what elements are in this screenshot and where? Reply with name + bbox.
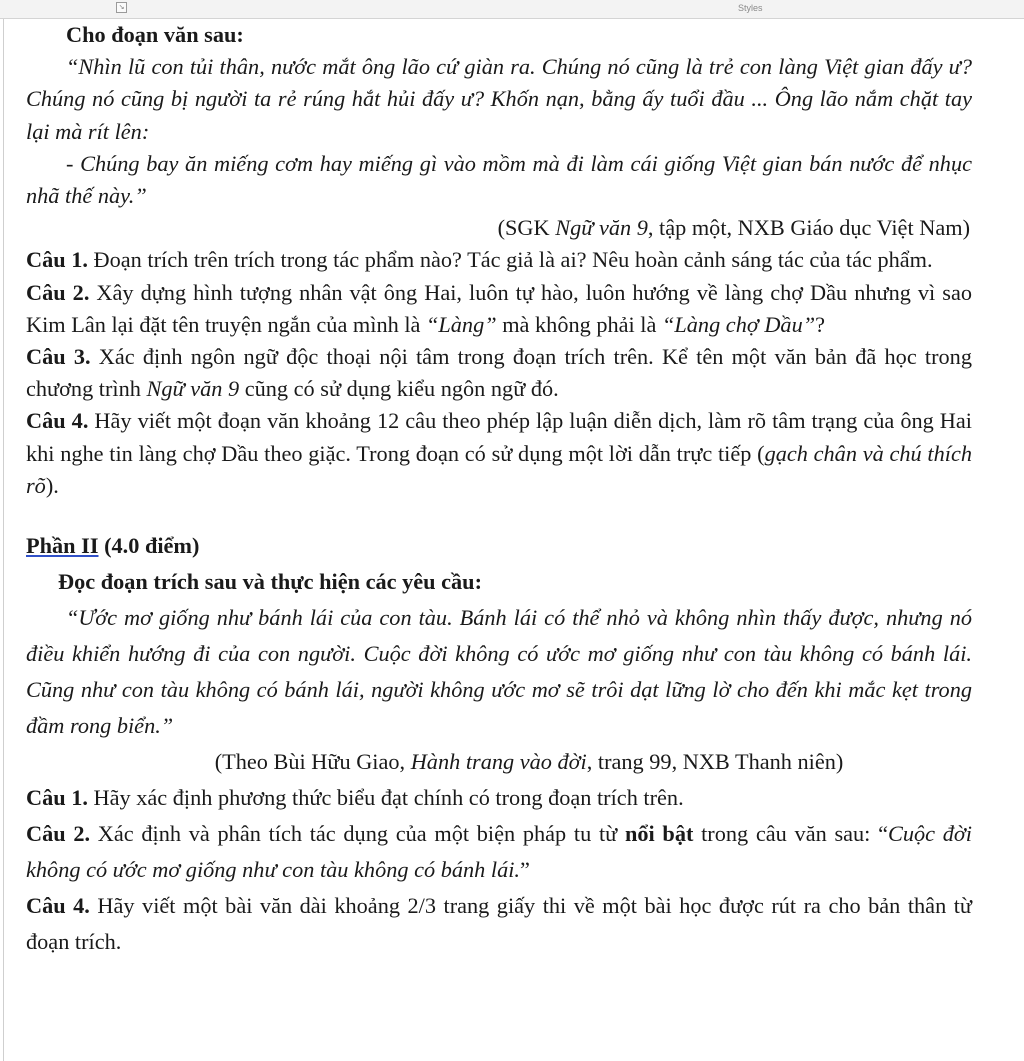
part2-source-suffix: , trang 99, NXB Thanh niên) bbox=[586, 749, 844, 775]
styles-group-label: Styles bbox=[738, 3, 763, 13]
part2-q1-label: Câu 1. bbox=[26, 785, 88, 811]
part2-heading: Đọc đoạn trích sau và thực hiện các yêu cầu: bbox=[58, 569, 483, 595]
part1-q2-text-a: Xây dựng hình tượng nhân vật ông Hai, luôn tự hào, luôn hướng về làng chợ Dầu nhưng vì sao Kim Lân lại đặt tên truyện ngắn của mình là bbox=[26, 279, 972, 337]
part1-q2-label: Câu 2. bbox=[26, 279, 90, 305]
part1-quote-paragraph-2 bbox=[26, 148, 972, 212]
part1-q4-note: gạch chân và chú thích rõ bbox=[26, 440, 972, 498]
part2-question-2 bbox=[26, 816, 972, 888]
part1-source bbox=[26, 212, 972, 244]
part1-q4-label: Câu 4. bbox=[26, 408, 89, 434]
part1-q1-text: Đoạn trích trên trích trong tác phẩm nào? Tác giả là ai? Nêu hoàn cảnh sáng tác của tác phẩm. bbox=[87, 247, 933, 273]
part1-q3-label: Câu 3. bbox=[26, 344, 91, 370]
part2-q2-text-c: ” bbox=[519, 857, 530, 883]
part2-question-4 bbox=[26, 888, 972, 960]
page-margin-line bbox=[3, 19, 4, 1061]
dialog-launcher-icon[interactable]: ↘ bbox=[116, 2, 127, 13]
part1-heading: Cho đoạn văn sau: bbox=[66, 22, 244, 47]
part2-q2-text-b: trong câu văn sau: “ bbox=[693, 821, 888, 847]
part1-q3-book: Ngữ văn 9 bbox=[146, 376, 240, 402]
part2-quote-paragraph bbox=[26, 600, 972, 744]
part1-q2-text-c: ? bbox=[815, 311, 826, 337]
part1-source-prefix: (SGK bbox=[497, 215, 556, 241]
part1-question-1 bbox=[26, 244, 972, 276]
part2-source-book: Hành trang vào đời bbox=[410, 749, 587, 775]
part1-q1-label: Câu 1. bbox=[26, 247, 88, 273]
part1-source-suffix: , tập một, NXB Giáo dục Việt Nam) bbox=[647, 215, 970, 241]
part2-source bbox=[26, 744, 972, 780]
ribbon-bar bbox=[0, 0, 1024, 19]
part1-q4-text-b: ). bbox=[45, 472, 59, 498]
part2-quote-text: “Ước mơ giống như bánh lái của con tàu. Bánh lái có thể nhỏ và không nhìn thấy được, nhưng nó điều khiển hướng đi của con người. Cuộc đời không có ước mơ giống như con tàu không có bánh lái. Cũng như con tàu không có bánh lái, người không ước mơ sẽ trôi dạt lững lờ cho đến khi mắc kẹt trong đầm rong biển.” bbox=[26, 605, 972, 739]
part2-q2-bold: nổi bật bbox=[624, 821, 694, 847]
part2-title-rest: (4.0 điểm) bbox=[98, 533, 200, 559]
part1-question-3 bbox=[26, 341, 972, 405]
part1-q2-title-2: “Làng chợ Dầu” bbox=[661, 311, 816, 337]
part2-question-1 bbox=[26, 780, 972, 816]
document-body bbox=[26, 19, 972, 960]
part1-quote-paragraph-1 bbox=[26, 51, 972, 148]
part1-q2-title-1: “Làng” bbox=[425, 311, 497, 337]
part2-q4-text: Hãy viết một bài văn dài khoảng 2/3 trang giấy thi về một bài học được rút ra cho bản thân từ đoạn trích. bbox=[26, 893, 973, 955]
part1-question-2 bbox=[26, 277, 972, 341]
part1-source-book: Ngữ văn 9 bbox=[555, 215, 648, 241]
part1-q3-text-b: cũng có sử dụng kiểu ngôn ngữ đó. bbox=[239, 376, 559, 402]
part2-q2-text-a: Xác định và phân tích tác dụng của một biện pháp tu từ bbox=[90, 821, 625, 847]
part1-quote-text-1: “Nhìn lũ con tủi thân, nước mắt ông lão cứ giàn ra. Chúng nó cũng là trẻ con làng Việt gian đấy ư? Chúng nó cũng bị người ta rẻ rúng hắt hủi đấy ư? Khốn nạn, bằng ấy tuổi đầu ... Ông lão nắm chặt tay lại mà rít lên: bbox=[26, 54, 972, 144]
part1-q3-text-a: Xác định ngôn ngữ độc thoại nội tâm trong đoạn trích trên. Kể tên một văn bản đã học trong chương trình bbox=[26, 344, 972, 402]
part2-q4-label: Câu 4. bbox=[26, 893, 90, 919]
section-gap bbox=[26, 502, 972, 528]
part1-q2-text-b: mà không phải là bbox=[496, 311, 662, 337]
part1-question-4 bbox=[26, 405, 972, 502]
part2-q2-quote: Cuộc đời không có ước mơ giống như con tàu không có bánh lái. bbox=[26, 821, 973, 883]
part2-title bbox=[26, 528, 972, 564]
part1-q4-text-a: Hãy viết một đoạn văn khoảng 12 câu theo phép lập luận diễn dịch, làm rõ tâm trạng của ông Hai khi nghe tin làng chợ Dầu theo giặc. Trong đoạn có sử dụng một lời dẫn trực tiếp ( bbox=[26, 408, 972, 466]
part1-quote-text-2: - Chúng bay ăn miếng cơm hay miếng gì vào mồm mà đi làm cái giống Việt gian bán nước để nhục nhã thế này.” bbox=[26, 150, 972, 209]
part2-source-prefix: (Theo Bùi Hữu Giao, bbox=[214, 749, 411, 775]
part2-title-underlined: Phần II bbox=[26, 533, 99, 559]
part2-q1-text: Hãy xác định phương thức biểu đạt chính có trong đoạn trích trên. bbox=[87, 785, 684, 811]
part2-q2-label: Câu 2. bbox=[26, 821, 91, 847]
